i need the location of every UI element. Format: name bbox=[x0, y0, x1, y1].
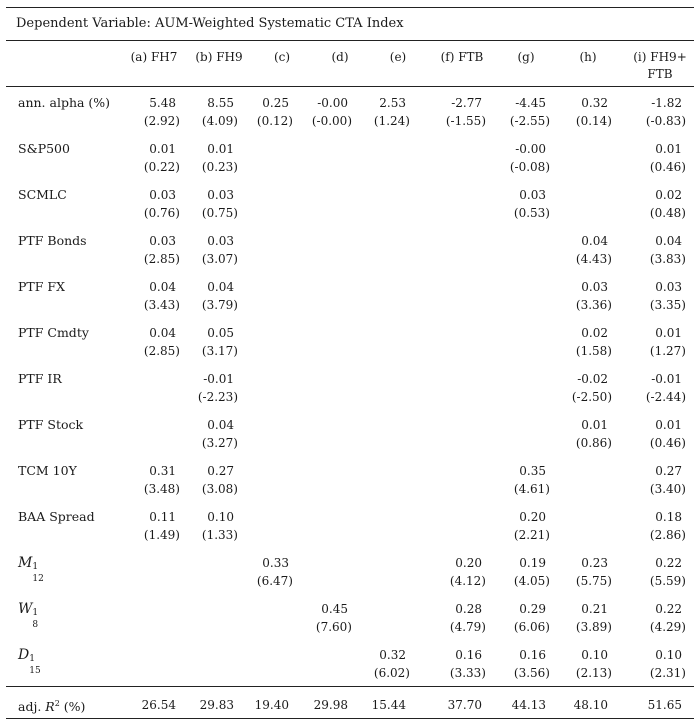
column-header: (c) bbox=[273, 50, 291, 64]
coefficient-cell: 5.48 bbox=[149, 96, 176, 110]
t-stat-cell: (-2.50) bbox=[571, 390, 612, 404]
coefficient-cell: 0.01 bbox=[655, 418, 682, 432]
t-stat-cell: (3.56) bbox=[513, 666, 550, 680]
t-stat-cell: (-2.23) bbox=[197, 390, 238, 404]
t-stat-cell: (0.46) bbox=[649, 160, 686, 174]
t-stat-cell: (0.12) bbox=[256, 114, 293, 128]
row-label: SCMLC bbox=[18, 187, 67, 202]
row-label bbox=[18, 601, 42, 630]
row-label: PTF Stock bbox=[18, 417, 84, 432]
t-stat-cell: (4.09) bbox=[201, 114, 238, 128]
coefficient-cell: 0.03 bbox=[207, 188, 234, 202]
coefficient-cell: 0.03 bbox=[655, 280, 682, 294]
t-stat-cell: (-1.55) bbox=[445, 114, 486, 128]
adj-r2-value: 29.83 bbox=[199, 698, 234, 712]
coefficient-cell: 0.16 bbox=[519, 648, 546, 662]
column-header: (f) FTB bbox=[440, 50, 484, 64]
t-stat-cell: (3.89) bbox=[575, 620, 612, 634]
column-header: (a) FH7 bbox=[130, 50, 178, 64]
coefficient-cell: 0.05 bbox=[207, 326, 234, 340]
coefficient-cell: 0.01 bbox=[207, 142, 234, 156]
coefficient-cell: 0.45 bbox=[321, 602, 348, 616]
footer-top-rule bbox=[6, 686, 694, 687]
coefficient-cell: -0.00 bbox=[515, 142, 546, 156]
t-stat-cell: (4.43) bbox=[575, 252, 612, 266]
adj-r2-label: adj. $R^2$ (%) bbox=[18, 699, 86, 715]
adj-r2-value: 29.98 bbox=[313, 698, 348, 712]
t-stat-cell: (1.58) bbox=[575, 344, 612, 358]
row-label: PTF FX bbox=[18, 279, 65, 294]
row-label: BAA Spread bbox=[18, 509, 95, 524]
t-stat-cell: (6.06) bbox=[513, 620, 550, 634]
adj-r2-value: 15.44 bbox=[371, 698, 406, 712]
coefficient-cell: 0.27 bbox=[655, 464, 682, 478]
t-stat-cell: (-2.55) bbox=[509, 114, 550, 128]
t-stat-cell: (1.33) bbox=[201, 528, 238, 542]
row-label bbox=[18, 647, 41, 676]
coefficient-cell: 0.04 bbox=[207, 280, 234, 294]
coefficient-cell: 0.10 bbox=[655, 648, 682, 662]
t-stat-cell: (0.23) bbox=[201, 160, 238, 174]
t-stat-cell: (4.79) bbox=[449, 620, 486, 634]
t-stat-cell: (0.75) bbox=[201, 206, 238, 220]
t-stat-cell: (2.86) bbox=[649, 528, 686, 542]
coefficient-cell: -0.02 bbox=[577, 372, 608, 386]
column-header: (g) bbox=[517, 50, 535, 64]
t-stat-cell: (5.75) bbox=[575, 574, 612, 588]
math-variable-label: W 1 8 bbox=[18, 601, 39, 630]
column-header: (i) FH9+ bbox=[633, 50, 687, 64]
coefficient-cell: 0.19 bbox=[519, 556, 546, 570]
coefficient-cell: 0.02 bbox=[655, 188, 682, 202]
top-rule bbox=[6, 7, 694, 8]
coefficient-cell: 2.53 bbox=[379, 96, 406, 110]
t-stat-cell: (3.07) bbox=[201, 252, 238, 266]
header-bottom-rule bbox=[6, 86, 694, 87]
coefficient-cell: 0.35 bbox=[519, 464, 546, 478]
bottom-rule bbox=[6, 718, 694, 719]
coefficient-cell: -0.00 bbox=[317, 96, 348, 110]
column-header: (e) bbox=[389, 50, 407, 64]
coefficient-cell: 0.04 bbox=[207, 418, 234, 432]
table-title: Dependent Variable: AUM-Weighted Systematic CTA Index bbox=[16, 16, 404, 31]
coefficient-cell: -4.45 bbox=[515, 96, 546, 110]
t-stat-cell: (2.92) bbox=[143, 114, 180, 128]
t-stat-cell: (1.27) bbox=[649, 344, 686, 358]
coefficient-cell: 0.31 bbox=[149, 464, 176, 478]
t-stat-cell: (3.48) bbox=[143, 482, 180, 496]
t-stat-cell: (7.60) bbox=[315, 620, 352, 634]
t-stat-cell: (0.46) bbox=[649, 436, 686, 450]
column-header: (h) bbox=[579, 50, 597, 64]
t-stat-cell: (3.79) bbox=[201, 298, 238, 312]
t-stat-cell: (-0.08) bbox=[509, 160, 550, 174]
t-stat-cell: (3.17) bbox=[201, 344, 238, 358]
t-stat-cell: (-0.83) bbox=[645, 114, 686, 128]
coefficient-cell: 0.23 bbox=[581, 556, 608, 570]
t-stat-cell: (0.76) bbox=[143, 206, 180, 220]
t-stat-cell: (4.05) bbox=[513, 574, 550, 588]
coefficient-cell: 0.03 bbox=[207, 234, 234, 248]
t-stat-cell: (3.83) bbox=[649, 252, 686, 266]
coefficient-cell: 0.04 bbox=[581, 234, 608, 248]
t-stat-cell: (2.85) bbox=[143, 252, 180, 266]
adj-r2-value: 19.40 bbox=[254, 698, 289, 712]
coefficient-cell: -2.77 bbox=[451, 96, 482, 110]
coefficient-cell: 0.18 bbox=[655, 510, 682, 524]
coefficient-cell: 0.33 bbox=[262, 556, 289, 570]
coefficient-cell: 0.10 bbox=[207, 510, 234, 524]
t-stat-cell: (3.40) bbox=[649, 482, 686, 496]
row-label: PTF Bonds bbox=[18, 233, 87, 248]
adj-r2-value: 48.10 bbox=[573, 698, 608, 712]
t-stat-cell: (-0.00) bbox=[311, 114, 352, 128]
t-stat-cell: (0.14) bbox=[575, 114, 612, 128]
coefficient-cell: 0.04 bbox=[149, 280, 176, 294]
coefficient-cell: 0.01 bbox=[581, 418, 608, 432]
t-stat-cell: (6.02) bbox=[373, 666, 410, 680]
adj-r2-value: 26.54 bbox=[141, 698, 176, 712]
t-stat-cell: (0.53) bbox=[513, 206, 550, 220]
coefficient-cell: 0.03 bbox=[519, 188, 546, 202]
coefficient-cell: 0.28 bbox=[455, 602, 482, 616]
coefficient-cell: 0.10 bbox=[581, 648, 608, 662]
adj-r2-value: 44.13 bbox=[511, 698, 546, 712]
row-label: TCM 10Y bbox=[18, 463, 77, 478]
t-stat-cell: (6.47) bbox=[256, 574, 293, 588]
t-stat-cell: (3.08) bbox=[201, 482, 238, 496]
coefficient-cell: 0.32 bbox=[581, 96, 608, 110]
t-stat-cell: (3.36) bbox=[575, 298, 612, 312]
coefficient-cell: 0.03 bbox=[581, 280, 608, 294]
coefficient-cell: -0.01 bbox=[203, 372, 234, 386]
coefficient-cell: 0.01 bbox=[655, 142, 682, 156]
coefficient-cell: 0.01 bbox=[149, 142, 176, 156]
t-stat-cell: (0.22) bbox=[143, 160, 180, 174]
column-header: (d) bbox=[331, 50, 349, 64]
t-stat-cell: (1.24) bbox=[373, 114, 410, 128]
coefficient-cell: 0.04 bbox=[149, 326, 176, 340]
t-stat-cell: (4.29) bbox=[649, 620, 686, 634]
coefficient-cell: 0.27 bbox=[207, 464, 234, 478]
t-stat-cell: (3.35) bbox=[649, 298, 686, 312]
coefficient-cell: 0.25 bbox=[262, 96, 289, 110]
t-stat-cell: (5.59) bbox=[649, 574, 686, 588]
coefficient-cell: -1.82 bbox=[651, 96, 682, 110]
column-header: (b) FH9 bbox=[195, 50, 243, 64]
coefficient-cell: 0.22 bbox=[655, 602, 682, 616]
coefficient-cell: 0.21 bbox=[581, 602, 608, 616]
coefficient-cell: 8.55 bbox=[207, 96, 234, 110]
t-stat-cell: (2.21) bbox=[513, 528, 550, 542]
coefficient-cell: 0.16 bbox=[455, 648, 482, 662]
t-stat-cell: (3.33) bbox=[449, 666, 486, 680]
t-stat-cell: (4.61) bbox=[513, 482, 550, 496]
coefficient-cell: 0.02 bbox=[581, 326, 608, 340]
t-stat-cell: (2.31) bbox=[649, 666, 686, 680]
coefficient-cell: -0.01 bbox=[651, 372, 682, 386]
coefficient-cell: 0.03 bbox=[149, 188, 176, 202]
adj-r2-value: 51.65 bbox=[647, 698, 682, 712]
t-stat-cell: (4.12) bbox=[449, 574, 486, 588]
coefficient-cell: 0.04 bbox=[655, 234, 682, 248]
coefficient-cell: 0.32 bbox=[379, 648, 406, 662]
t-stat-cell: (3.27) bbox=[201, 436, 238, 450]
coefficient-cell: 0.20 bbox=[519, 510, 546, 524]
coefficient-cell: 0.01 bbox=[655, 326, 682, 340]
t-stat-cell: (2.85) bbox=[143, 344, 180, 358]
coefficient-cell: 0.29 bbox=[519, 602, 546, 616]
t-stat-cell: (0.48) bbox=[649, 206, 686, 220]
t-stat-cell: (3.43) bbox=[143, 298, 180, 312]
row-label: S&P500 bbox=[18, 141, 70, 156]
coefficient-cell: 0.11 bbox=[149, 510, 176, 524]
row-label: PTF Cmdty bbox=[18, 325, 89, 340]
coefficient-cell: 0.03 bbox=[149, 234, 176, 248]
row-label: ann. alpha (%) bbox=[18, 95, 111, 110]
row-label bbox=[18, 555, 44, 584]
coefficient-cell: 0.22 bbox=[655, 556, 682, 570]
t-stat-cell: (1.49) bbox=[143, 528, 180, 542]
math-variable-label: D 1 15 bbox=[18, 647, 41, 676]
t-stat-cell: (0.86) bbox=[575, 436, 612, 450]
column-header-line2: FTB bbox=[647, 67, 673, 81]
adj-r2-value: 37.70 bbox=[447, 698, 482, 712]
math-variable-label: M 1 12 bbox=[18, 555, 44, 584]
coefficient-cell: 0.20 bbox=[455, 556, 482, 570]
t-stat-cell: (2.13) bbox=[575, 666, 612, 680]
row-label: PTF IR bbox=[18, 371, 62, 386]
t-stat-cell: (-2.44) bbox=[645, 390, 686, 404]
header-top-rule bbox=[6, 40, 694, 41]
